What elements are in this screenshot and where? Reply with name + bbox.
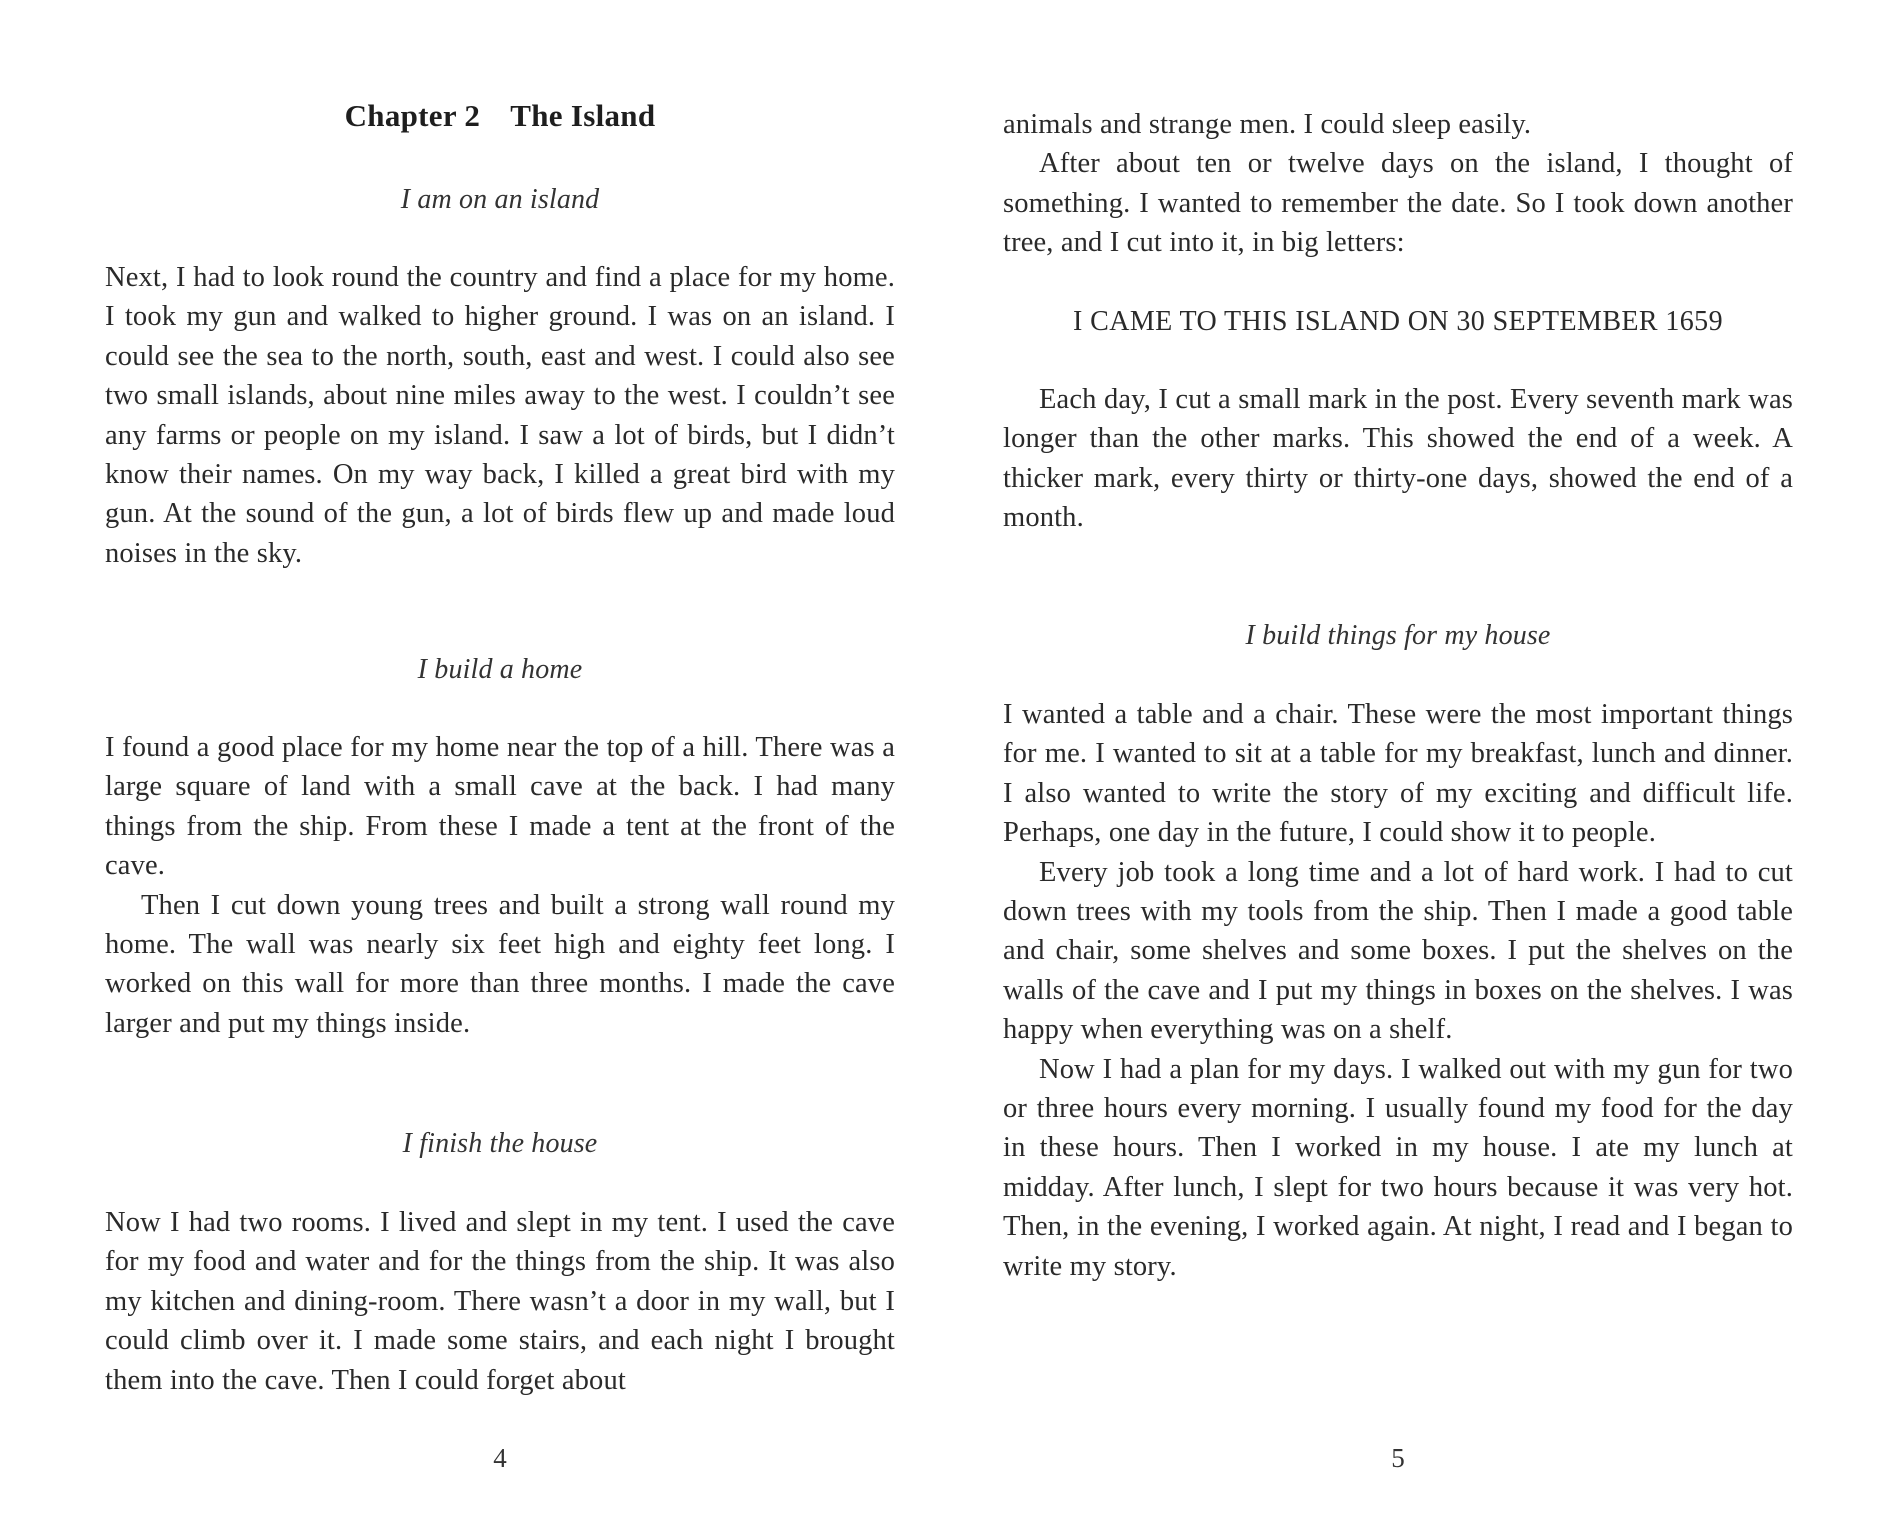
paragraph: Then I cut down young trees and built a strong wall round my home. The wall was nearly six feet high and eighty feet long. I worked on this wall for more than three months. I made the cave larger and put my things inside. <box>105 889 895 1039</box>
chapter-number: Chapter 2 <box>344 98 481 133</box>
paragraph: I found a good place for my home near the top of a hill. There was a large square of land with a small cave at the back. I had many things from the ship. From these I made a tent at the front of the cave. <box>105 732 895 882</box>
section-things <box>1003 616 1793 655</box>
paragraph: Now I had two rooms. I lived and slept in my tent. I used the cave for my food and water and for the things from the ship. It was also my kitchen and dining-room. There wasn’t a door in my wall, but I could climb over it. I made some stairs, and each night I brought them into the cave. Then I could forget about <box>105 1207 895 1396</box>
section-heading: I build things for my house <box>1245 620 1551 651</box>
section-heading: I finish the house <box>402 1128 598 1159</box>
paragraph: Next, I had to look round the country and find a place for my home. I took my gun and walked to higher ground. I was on an island. I could see the sea to the north, south, east and west. I could also see two small islands, about nine miles away to the west. I couldn’t see any farms or people on my island. I saw a lot of birds, but I didn’t know their names. On my way back, I killed a great bird with my gun. At the sound of the gun, a lot of birds flew up and made loud noises in the sky. <box>105 262 895 569</box>
page-number: 4 <box>493 1443 507 1473</box>
section-house <box>105 1124 895 1163</box>
section-heading: I build a home <box>417 654 583 685</box>
paragraph: I wanted a table and a chair. These were the most important things for me. I wanted to sit at a table for my breakfast, lunch and dinner. I also wanted to write the story of my exciting and difficult life. Perhaps, one day in the future, I could show it to people. <box>1003 699 1793 849</box>
page-number: 5 <box>1391 1443 1405 1473</box>
chapter-heading <box>105 96 895 136</box>
section-home-body <box>105 728 895 1043</box>
section-island-body <box>105 258 895 573</box>
continued-text <box>1003 105 1793 263</box>
paragraph: Every job took a long time and a lot of hard work. I had to cut down trees with my tools from the ship. Then I made a good table and chair, some shelves and some boxes. I put the shelves on the walls of the cave and I put my things in boxes on the shelves. I was happy when everything was on a shelf. <box>1003 856 1793 1046</box>
notice-text: I CAME TO THIS ISLAND ON 30 SEPTEMBER 1659 <box>1073 306 1723 337</box>
carved-notice <box>1003 302 1793 341</box>
section-things-body <box>1003 695 1793 1286</box>
section-home <box>105 650 895 689</box>
paragraph-continuation: animals and strange men. I could sleep easily. <box>1003 109 1532 140</box>
section-house-body <box>105 1203 895 1400</box>
marks-text <box>1003 380 1793 538</box>
right-page <box>1003 0 1793 1536</box>
section-island <box>105 180 895 219</box>
paragraph: Each day, I cut a small mark in the post. Every seventh mark was longer than the other marks. This showed the end of a week. A thicker mark, every thirty or thirty-one days, showed the end of a month. <box>1003 384 1793 534</box>
section-heading: I am on an island <box>400 184 600 215</box>
paragraph: After about ten or twelve days on the island, I thought of something. I wanted to remember the date. So I took down another tree, and I cut into it, in big letters: <box>1003 148 1793 259</box>
paragraph: Now I had a plan for my days. I walked out with my gun for two or three hours every morning. I usually found my food for the day in these hours. Then I worked in my house. I ate my lunch at midday. After lunch, I slept for two hours because it was very hot. Then, in the evening, I worked again. At night, I read and I began to write my story. <box>1003 1053 1793 1282</box>
chapter-title: The Island <box>510 98 656 133</box>
left-page <box>105 0 895 1536</box>
